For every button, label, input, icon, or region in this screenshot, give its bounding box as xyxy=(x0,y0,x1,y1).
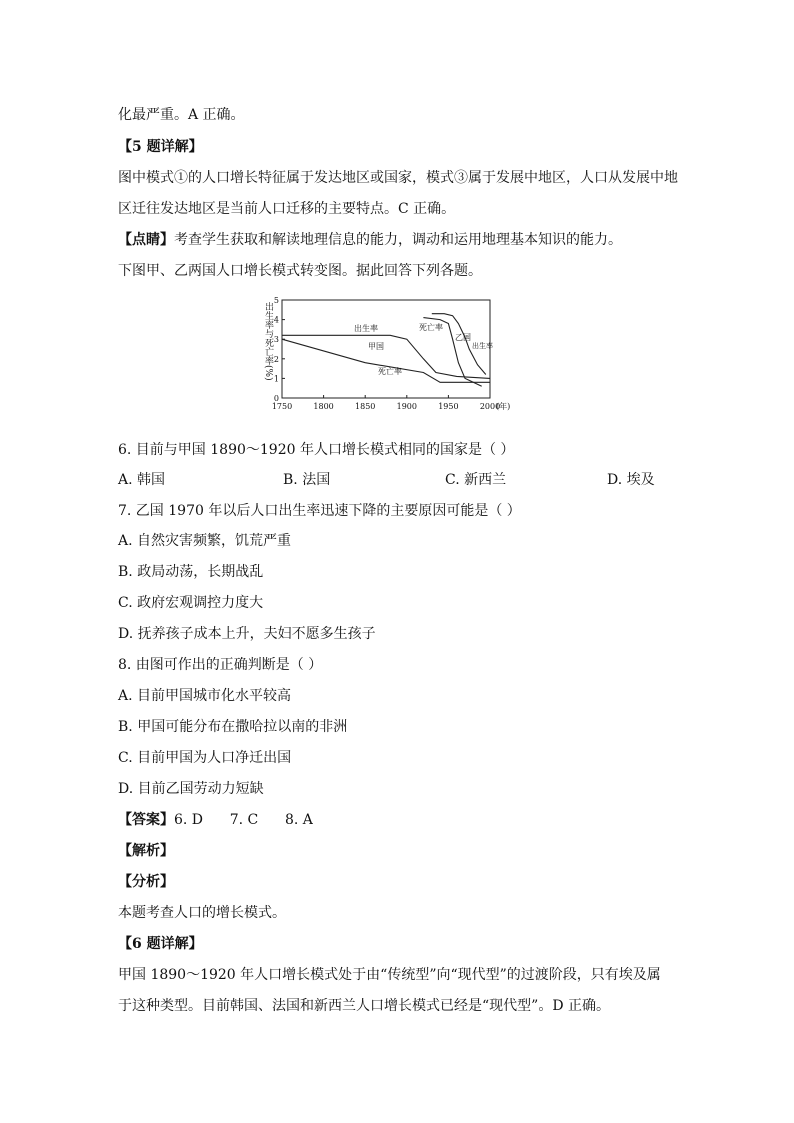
question-6: 6. 目前与甲国 1890～1920 年人口增长模式相同的国家是（ ） xyxy=(118,442,515,458)
text-line: 于这种类型。目前韩国、法国和新西兰人口增长模式已经是“现代型”。D 正确。 xyxy=(118,998,610,1014)
yi-label: 乙国 xyxy=(455,333,471,342)
x-tick-label: 1750 xyxy=(271,402,293,411)
tip-tag: 【点睛】 xyxy=(118,232,174,248)
q8-option-b: B. 甲国可能分布在撒哈拉以南的非洲 xyxy=(118,719,348,735)
answer-text: 6. D 7. C 8. A xyxy=(174,812,313,828)
text-line: 区迁往发达地区是当前人口迁移的主要特点。C 正确。 xyxy=(118,201,456,217)
y-tick-label: 5 xyxy=(273,296,279,305)
jia-birth-label: 出生率 xyxy=(354,324,378,333)
tip-line xyxy=(118,230,622,250)
q8-option-c: C. 目前甲国为人口净迁出国 xyxy=(118,750,292,766)
text-line: 本题考查人口的增长模式。 xyxy=(118,905,286,921)
y-tick-label: 0 xyxy=(273,394,279,403)
text-line: 图中模式①的人口增长特征属于发达地区或国家，模式③属于发展中地区，人口从发展中地 xyxy=(118,170,678,186)
text-line: 甲国 1890～1920 年人口增长模式处于由“传统型”向“现代型”的过渡阶段，只有埃及属 xyxy=(118,967,661,983)
tip-text: 考查学生获取和解读地理信息的能力，调动和运用地理基本知识的能力。 xyxy=(174,232,622,248)
yi-birth-label: 出生率 xyxy=(472,342,493,350)
question-8: 8. 由图可作出的正确判断是（ ） xyxy=(118,657,323,673)
x-axis-label: (年) xyxy=(496,402,511,411)
y-tick-label: 1 xyxy=(273,374,279,384)
q6-option-b: B. 法国 xyxy=(283,472,331,488)
q7-option-c: C. 政府宏观调控力度大 xyxy=(118,595,264,611)
q6-option-d: D. 埃及 xyxy=(607,472,655,488)
q6-option-a: A. 韩国 xyxy=(118,472,166,488)
y-tick-label: 2 xyxy=(273,354,279,364)
x-tick-label: 1800 xyxy=(313,402,334,411)
y-axis-label: 出生率与死亡率(%) xyxy=(263,302,273,381)
plot-frame xyxy=(282,300,490,398)
jia-label: 甲国 xyxy=(368,342,384,351)
q7-option-a: A. 自然灾害频繁，饥荒严重 xyxy=(118,533,292,549)
q7-option-b: B. 政局动荡，长期战乱 xyxy=(118,564,264,580)
q8-option-a: A. 目前甲国城市化水平较高 xyxy=(118,688,292,704)
jia-death-label: 死亡率 xyxy=(378,367,402,376)
text-line: 下图甲、乙两国人口增长模式转变图。据此回答下列各题。 xyxy=(118,263,482,279)
breakdown-heading: 【分析】 xyxy=(118,874,174,890)
x-tick-label: 1950 xyxy=(438,402,459,411)
x-tick-label: 1900 xyxy=(396,402,417,411)
yi-death-label: 死亡率 xyxy=(419,323,443,332)
x-tick-label: 2000 xyxy=(479,402,501,411)
q6-option-c: C. 新西兰 xyxy=(445,472,507,488)
section-heading: 【5 题详解】 xyxy=(118,139,203,155)
chart-svg xyxy=(250,292,520,417)
y-tick-label: 3 xyxy=(273,335,279,345)
q6-detail-heading: 【6 题详解】 xyxy=(118,936,203,952)
answer-line xyxy=(118,810,313,830)
population-transition-chart xyxy=(250,292,520,417)
question-7: 7. 乙国 1970 年以后人口出生率迅速下降的主要原因可能是（ ） xyxy=(118,503,521,519)
x-tick-label: 1850 xyxy=(355,402,376,411)
q7-option-d: D. 抚养孩子成本上升，夫妇不愿多生孩子 xyxy=(118,626,376,642)
text-line: 化最严重。A 正确。 xyxy=(118,107,245,123)
y-tick-label: 4 xyxy=(273,315,279,325)
analysis-heading: 【解析】 xyxy=(118,843,174,859)
q8-option-d: D. 目前乙国劳动力短缺 xyxy=(118,781,264,797)
answer-tag: 【答案】 xyxy=(118,812,174,828)
